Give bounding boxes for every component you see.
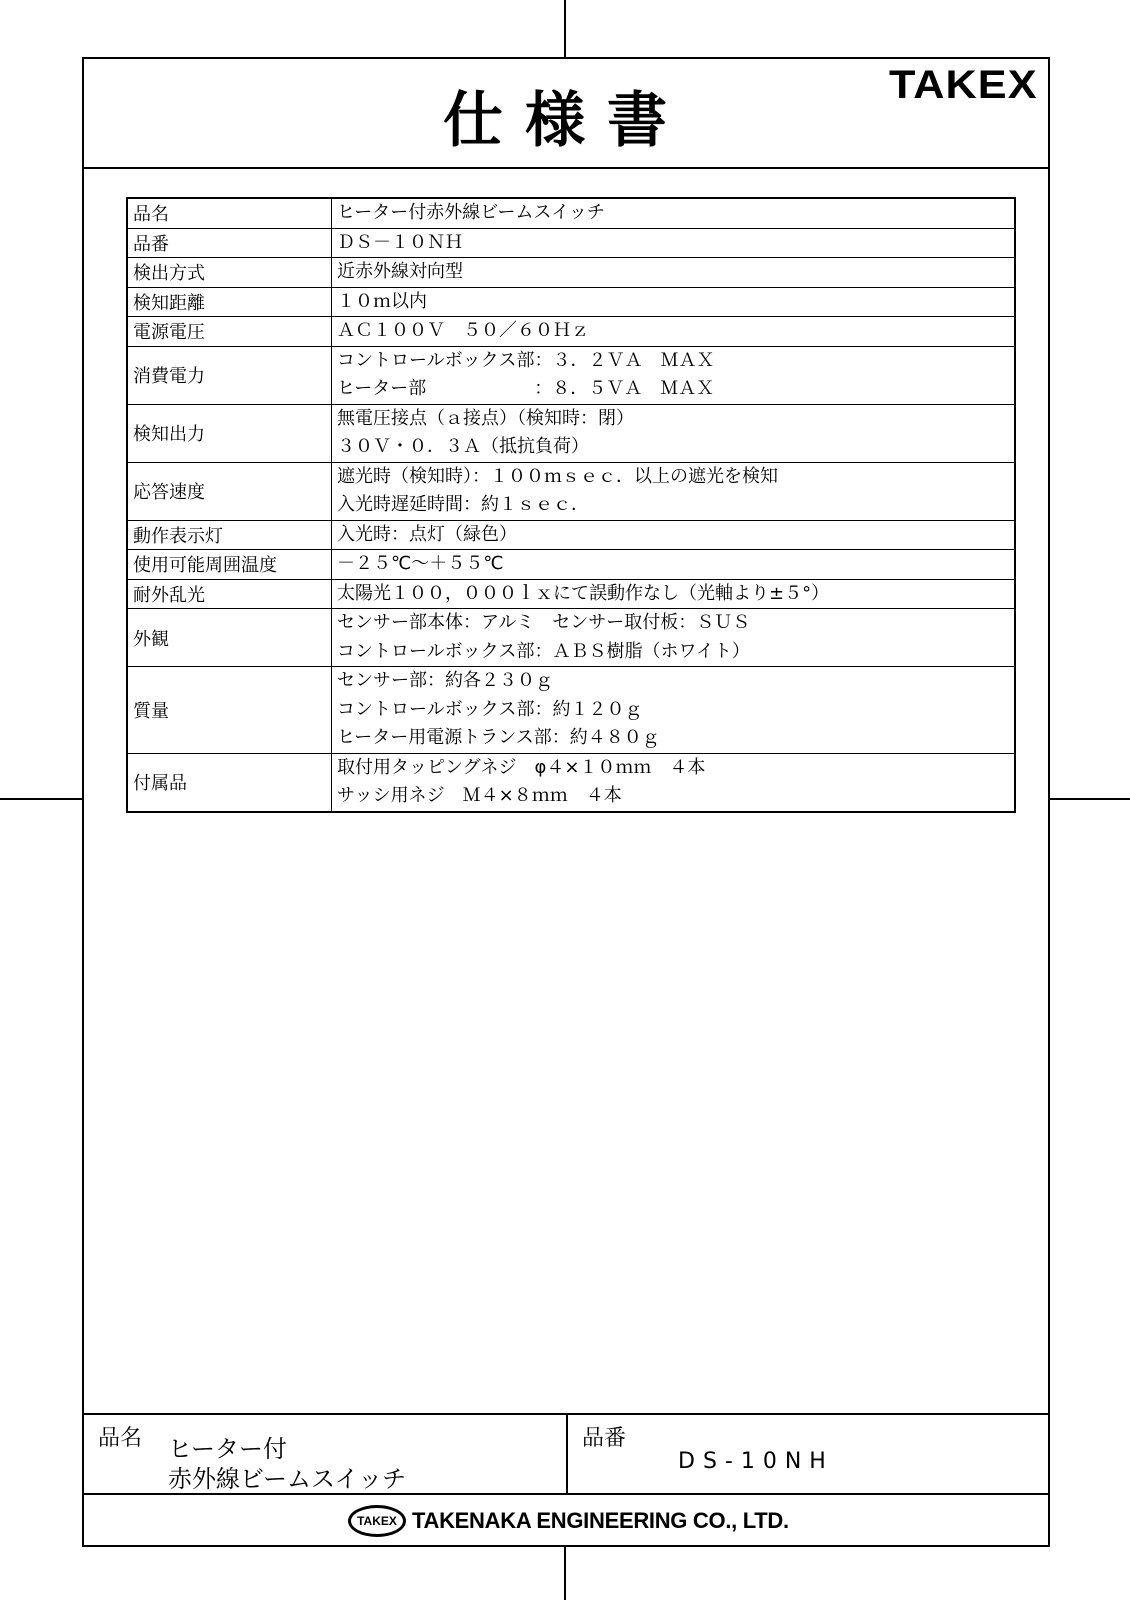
spec-value-line: 入光時：点灯（緑色） bbox=[337, 523, 517, 545]
spec-row bbox=[127, 346, 1015, 404]
spec-value bbox=[332, 579, 1016, 609]
spec-value-line: ヒーター部 ：８．５ＶＡ ＭＡＸ bbox=[337, 378, 715, 399]
spec-row bbox=[127, 753, 1015, 812]
spec-row bbox=[127, 667, 1015, 754]
spec-label: 外観 bbox=[127, 609, 332, 667]
spec-value-line: コントロールボックス部：ＡＢＳ樹脂（ホワイト） bbox=[337, 640, 750, 662]
spec-value bbox=[332, 753, 1016, 812]
name-label: 品名 bbox=[98, 1426, 143, 1451]
spec-label: 動作表示灯 bbox=[127, 520, 332, 550]
spec-row bbox=[127, 520, 1015, 550]
spec-row bbox=[127, 258, 1015, 288]
company-name: TAKENAKA ENGINEERING CO., LTD. bbox=[412, 1508, 789, 1533]
spec-value-line: ヒーター付赤外線ビームスイッチ bbox=[337, 202, 605, 223]
product-code: DS-10NH bbox=[678, 1449, 834, 1474]
spec-value bbox=[332, 520, 1016, 550]
spec-value-line: ３０Ｖ・０．３Ａ（抵抗負荷） bbox=[337, 436, 589, 457]
spec-row bbox=[127, 462, 1015, 520]
spec-value-line: ヒーター用電源トランス部：約４８０ｇ bbox=[337, 727, 660, 748]
spec-value bbox=[332, 609, 1016, 667]
spec-value bbox=[332, 198, 1016, 228]
registration-mark-bottom bbox=[564, 1547, 566, 1600]
spec-value bbox=[332, 317, 1016, 347]
spec-value bbox=[332, 404, 1016, 462]
product-name-line2: 赤外線ビームスイッチ bbox=[168, 1465, 407, 1493]
spec-row bbox=[127, 198, 1015, 228]
title-row bbox=[84, 59, 1048, 169]
spec-value bbox=[332, 550, 1016, 580]
spec-label: 品番 bbox=[127, 228, 332, 258]
spec-value-line: 取付用タッピングネジ φ４×１０ｍｍ ４本 bbox=[337, 756, 706, 778]
spec-value-line: ＡＣ１００Ｖ ５０／６０Ｈｚ bbox=[337, 320, 589, 341]
spec-label: 検知出力 bbox=[127, 404, 332, 462]
spec-row bbox=[127, 550, 1015, 580]
spec-label: 検知距離 bbox=[127, 287, 332, 317]
spec-value bbox=[332, 667, 1016, 754]
title-block-name bbox=[84, 1413, 568, 1493]
code-label: 品番 bbox=[582, 1426, 627, 1451]
spec-value bbox=[332, 287, 1016, 317]
spec-label: 検出方式 bbox=[127, 258, 332, 288]
brand-logo: TAKEX bbox=[889, 63, 1038, 107]
spec-value-line: 太陽光１００，０００ｌｘにて誤動作なし（光軸より±５°） bbox=[337, 582, 830, 604]
spec-row bbox=[127, 287, 1015, 317]
spec-value-line: 遮光時（検知時）：１００ｍｓｅｃ．以上の遮光を検知 bbox=[337, 465, 778, 487]
spec-value bbox=[332, 462, 1016, 520]
spec-label: 使用可能周囲温度 bbox=[127, 550, 332, 580]
spec-label: 付属品 bbox=[127, 753, 332, 812]
spec-row bbox=[127, 228, 1015, 258]
spec-label: 耐外乱光 bbox=[127, 579, 332, 609]
registration-mark-left bbox=[0, 798, 82, 800]
spec-value-line: コントロールボックス部：３．２ＶＡ ＭＡＸ bbox=[337, 349, 715, 371]
spec-value bbox=[332, 346, 1016, 404]
spec-value-line: サッシ用ネジ Ｍ４×８ｍｍ ４本 bbox=[337, 785, 622, 806]
spec-value-line: 無電圧接点（ａ接点）（検知時：閉） bbox=[337, 407, 634, 429]
document-frame bbox=[82, 57, 1050, 1547]
footer bbox=[84, 1493, 1048, 1545]
company-logo bbox=[348, 1503, 789, 1539]
spec-table bbox=[126, 197, 1016, 813]
spec-label: 品名 bbox=[127, 198, 332, 228]
spec-value-line: センサー部：約各２３０ｇ bbox=[337, 670, 553, 691]
spec-value-line: ＤＳ－１０ＮＨ bbox=[337, 231, 463, 253]
spec-label: 応答速度 bbox=[127, 462, 332, 520]
registration-mark-top bbox=[564, 0, 566, 57]
spec-value-line: －２５℃～＋５５℃ bbox=[337, 553, 504, 574]
spec-value-line: 入光時遅延時間：約１ｓｅｃ． bbox=[337, 494, 589, 515]
spec-value-line: センサー部本体：アルミ センサー取付板：ＳＵＳ bbox=[337, 612, 751, 633]
spec-value-line: １０ｍ以内 bbox=[337, 290, 427, 312]
registration-mark-right bbox=[1050, 798, 1130, 800]
spec-label: 消費電力 bbox=[127, 346, 332, 404]
product-name-line1: ヒーター付 bbox=[168, 1435, 288, 1463]
spec-value bbox=[332, 258, 1016, 288]
spec-value bbox=[332, 228, 1016, 258]
spec-label: 電源電圧 bbox=[127, 317, 332, 347]
title-block-code bbox=[568, 1413, 1048, 1493]
spec-row bbox=[127, 317, 1015, 347]
spec-row bbox=[127, 579, 1015, 609]
spec-value-line: 近赤外線対向型 bbox=[337, 261, 463, 282]
takex-oval-logo: TAKEX bbox=[348, 1505, 406, 1537]
spec-row bbox=[127, 609, 1015, 667]
spec-row bbox=[127, 404, 1015, 462]
spec-label: 質量 bbox=[127, 667, 332, 754]
document-title: 仕様書 bbox=[443, 86, 689, 156]
spec-value-line: コントロールボックス部：約１２０ｇ bbox=[337, 698, 643, 720]
